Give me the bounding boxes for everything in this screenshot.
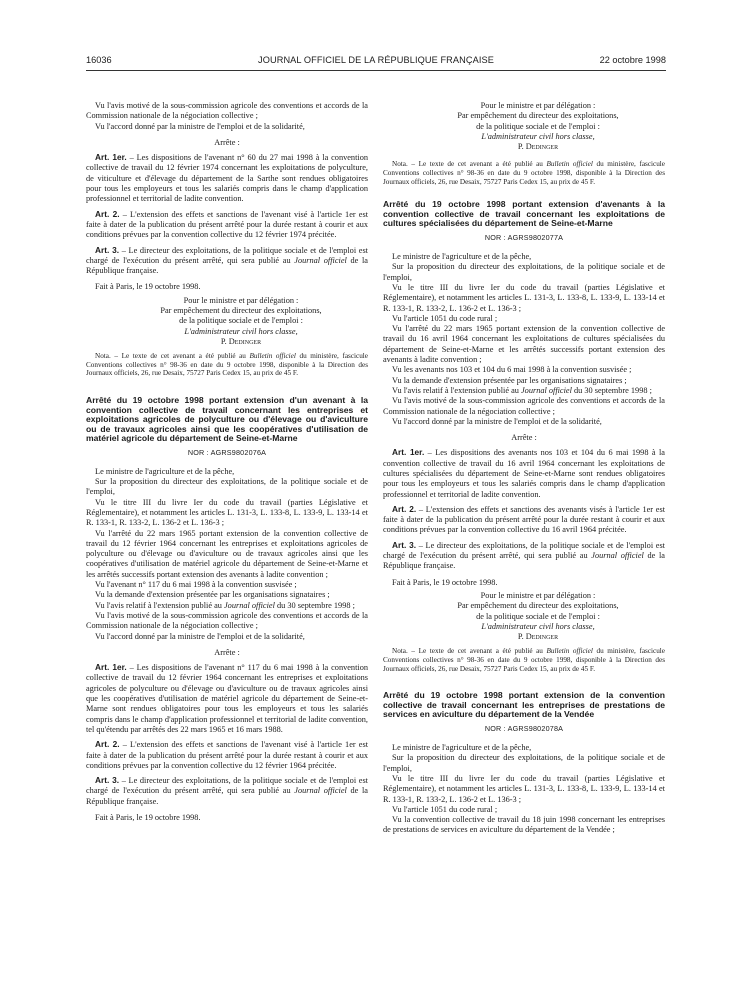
article-label: Art. 3. bbox=[392, 539, 417, 550]
note-text: Nota. – Le texte de cet avenant a été publié au bbox=[392, 160, 547, 169]
decree-title: Arrêté du 19 octobre 1998 portant extension d'avenants à la convention collective de travail concernant les exploitations de cultures spécialisées du département de Seine-et-Marne bbox=[383, 199, 665, 229]
paragraph: Vu le titre III du livre Ier du code du travail (parties Législative et Réglementaire), et notamment les articles L. 131-3, L. 133-8, L. 133-9, L. 133-14 et R. 133-1, R. 133-2, L. 136-2 et L. 136-3 ; bbox=[383, 773, 665, 804]
nota-note bbox=[86, 352, 368, 378]
article-text: de la République française. bbox=[383, 551, 665, 571]
paragraph: Vu l'accord donné par la ministre de l'emploi et de la solidarité, bbox=[392, 416, 602, 426]
decree-title: Arrêté du 19 octobre 1998 portant extension de la convention collective de travail concernant les entreprises de prestations de services en aviculture du département de la Vendée bbox=[383, 690, 665, 720]
signatory-name: P. Dedinger bbox=[220, 336, 262, 346]
paragraph: Le ministre de l'agriculture et de la pêche, bbox=[392, 252, 532, 262]
signature-line: de la politique sociale et de l'emploi : bbox=[476, 121, 600, 131]
article-3 bbox=[383, 540, 665, 572]
signature-line bbox=[86, 327, 368, 337]
nota-note bbox=[383, 647, 665, 673]
paragraph: Vu l'article 1051 du code rural ; bbox=[392, 313, 498, 323]
article-label: Art. 1er. bbox=[392, 447, 425, 458]
article-text: – L'extension des effets et sanctions de l'avenant visé à l'article 1er est faite à dater de la publication du présent arrêté pour la durée restant à courir et aux conditions prévues par la convention collective du 12 février 1964 précitée. bbox=[86, 740, 368, 770]
paragraph: Vu la demande d'extension présentée par les organisations signataires ; bbox=[95, 590, 330, 600]
paragraph: Sur la proposition du directeur des exploitations, de la politique sociale et de l'emploi, bbox=[86, 477, 368, 497]
right-column bbox=[383, 101, 665, 836]
arrete-heading: Arrête : bbox=[511, 433, 537, 443]
paragraph: Le ministre de l'agriculture et de la pêche, bbox=[95, 466, 235, 476]
nota-note bbox=[383, 160, 665, 186]
paragraph-text: Vu l'avis relatif à l'extension publié au bbox=[95, 600, 224, 610]
article-label: Art. 1er. bbox=[95, 152, 127, 163]
article-label: Art. 3. bbox=[95, 775, 120, 786]
note-text: Nota. – Le texte de cet avenant a été publié au bbox=[392, 647, 547, 656]
paragraph: Vu l'avis motivé de la sous-commission agricole des conventions et accords de la Commission nationale de la négociation collective ; bbox=[86, 610, 368, 631]
article-2 bbox=[383, 504, 665, 536]
left-column bbox=[86, 101, 368, 823]
paragraph: Vu l'accord donné par la ministre de l'emploi et de la solidarité, bbox=[95, 121, 305, 131]
article-3 bbox=[86, 775, 368, 807]
note-text: du ministère, fascicule Conventions collectives n° 98-36 en date du 9 octobre 1998, disponible à la Direction des Journaux officiels, 26, rue Desaix, 75727 Paris Cedex 15, au prix de 45 F. bbox=[86, 352, 368, 378]
paragraph: Vu l'article 1051 du code rural ; bbox=[392, 804, 498, 814]
article-text: – Le directeur des exploitations, de la politique sociale et de l'emploi est chargé de l'exécution du présent arrêté, qui sera publié au bbox=[86, 776, 368, 796]
paragraph: Sur la proposition du directeur des exploitations, de la politique sociale et de l'emploi, bbox=[383, 262, 665, 282]
signature-line: Pour le ministre et par délégation : bbox=[183, 295, 299, 305]
journal-reference: Journal officiel bbox=[520, 385, 572, 395]
article-2 bbox=[86, 739, 368, 771]
paragraph bbox=[383, 386, 665, 396]
article-label: Art. 1er. bbox=[95, 662, 127, 673]
journal-reference: Journal officiel bbox=[294, 255, 347, 265]
paragraph: Le ministre de l'agriculture et de la pêche, bbox=[392, 743, 532, 753]
article-2 bbox=[86, 209, 368, 241]
signature-line: Par empêchement du directeur des exploitations, bbox=[457, 601, 619, 611]
paragraph: Vu la demande d'extension présentée par les organisations signataires ; bbox=[392, 375, 627, 385]
fait-line: Fait à Paris, le 19 octobre 1998. bbox=[95, 282, 201, 292]
paragraph: Vu l'arrêté du 22 mars 1965 portant extension de la convention collective de travail du 12 février 1964 concernant les entreprises et exploitations agricoles de polyculture ou d'élevage ou d'aviculture ou de travaux agricoles ainsi que les coopératives d'utilisation de matériel agricole du département de Seine-et-Marne et les arrêtés successifs portant extension des avenants à ladite convention ; bbox=[86, 528, 368, 579]
paragraph: Vu l'avenant n° 117 du 6 mai 1998 à la convention susvisée ; bbox=[95, 580, 297, 590]
signatory-name: P. Dedinger bbox=[517, 142, 559, 152]
bulletin-reference: Bulletin officiel bbox=[546, 160, 593, 169]
article-label: Art. 2. bbox=[95, 739, 120, 750]
header-rule bbox=[86, 70, 666, 71]
signature-line: Pour le ministre et par délégation : bbox=[480, 590, 596, 600]
article-text: de la République française. bbox=[86, 786, 368, 806]
paragraph: Vu les avenants nos 103 et 104 du 6 mai 1998 à la convention susvisée ; bbox=[392, 365, 632, 375]
paragraph bbox=[86, 601, 368, 611]
paragraph: Vu l'accord donné par la ministre de l'emploi et de la solidarité, bbox=[95, 631, 305, 641]
running-header bbox=[86, 55, 666, 69]
journal-title: JOURNAL OFFICIEL DE LA RÉPUBLIQUE FRANÇAISE bbox=[258, 55, 494, 65]
article-text: – Les dispositions de l'avenant n° 60 du 27 mai 1998 à la convention collective de travail du 12 février 1974 concernant les exploitations de polyculture, de viticulture et d'élevage du département de la Sarthe sont rendues obligatoires pour tous les employeurs et tous les salariés compris dans le champ d'application professionnel et territorial de ladite convention. bbox=[86, 153, 368, 204]
article-text: – Le directeur des exploitations, de la politique sociale et de l'emploi est chargé de l'exécution du présent arrêté, qui sera publié au bbox=[86, 245, 368, 265]
article-1 bbox=[86, 662, 368, 735]
signatory-title: L'administrateur civil hors classe, bbox=[481, 131, 595, 141]
bulletin-reference: Bulletin officiel bbox=[546, 647, 593, 656]
fait-line: Fait à Paris, le 19 octobre 1998. bbox=[95, 813, 201, 823]
paragraph-text: du 30 septembre 1998 ; bbox=[571, 385, 652, 395]
note-text: Nota. – Le texte de cet avenant a été publié au bbox=[95, 352, 250, 361]
article-label: Art. 3. bbox=[95, 244, 120, 255]
journal-reference: Journal officiel bbox=[223, 600, 275, 610]
paragraph: Vu le titre III du livre Ier du code du travail (parties Législative et Réglementaire), et notamment les articles L. 131-3, L. 133-8, L. 133-9, L. 133-14 et R. 133-1, R. 133-2, L. 136-2 et L. 136-3 ; bbox=[86, 497, 368, 528]
signature-line bbox=[383, 622, 665, 632]
paragraph: Vu l'avis motivé de la sous-commission agricole des conventions et accords de la Commission nationale de la négociation collective ; bbox=[86, 101, 368, 121]
journal-reference: Journal officiel bbox=[294, 786, 347, 796]
journal-reference: Journal officiel bbox=[591, 551, 644, 561]
decree-title: Arrêté du 19 octobre 1998 portant extension d'un avenant à la convention collective de travail concernant les entreprises et exploitations agricoles de polyculture ou d'élevage ou d'aviculture ou de travaux agricoles ainsi que les coopératives d'utilisation de matériel agricole du département de Seine-et-Marne bbox=[86, 395, 368, 444]
signatory-name: P. Dedinger bbox=[517, 632, 559, 642]
article-text: – L'extension des effets et sanctions des avenants visés à l'article 1er est faite à dater de la publication du présent arrêté pour la durée restant à courir et aux conditions prévues par la convention collective du 16 avril 1964 précitée. bbox=[383, 504, 666, 535]
signatory-title: L'administrateur civil hors classe, bbox=[481, 621, 595, 631]
article-label: Art. 2. bbox=[392, 503, 417, 514]
paragraph-text: du 30 septembre 1998 ; bbox=[274, 600, 355, 610]
issue-date: 22 octobre 1998 bbox=[599, 55, 666, 65]
article-text: – L'extension des effets et sanctions de l'avenant visé à l'article 1er est faite à dater de la publication du présent arrêté pour la durée restant à courir et aux conditions prévues par la convention collective du 12 février 1974 précitée. bbox=[86, 209, 368, 240]
paragraph: Vu l'arrêté du 22 mars 1965 portant extension de la convention collective de travail du 16 avril 1964 concernant les exploitations de cultures spécialisées du département de Seine-et-Marne et les arrêtés successifs portant extension des avenants à ladite convention ; bbox=[383, 324, 665, 365]
signature-line: de la politique sociale et de l'emploi : bbox=[179, 316, 303, 326]
article-text: – Les dispositions de l'avenant n° 117 du 6 mai 1998 à la convention collective de travail du 12 février 1964 concernant les entreprises et exploitations agricoles de polyculture ou d'élevage ou d'aviculture ou de travaux agricoles ainsi que les coopératives d'utilisation de matériel agricole du département de Seine-et-Marne sont rendues obligatoires pour tous les employeurs et tous les salariés compris dans le champ d'application professionnel et territorial de ladite convention, tel qu'étendu par arrêtés des 22 mars 1965 et 16 mars 1988. bbox=[86, 663, 368, 734]
paragraph: Vu le titre III du livre Ier du code du travail (parties Législative et Réglementaire), et notamment les articles L. 131-3, L. 133-8, L. 133-9, L. 133-14 et R. 133-1, R. 133-2, L. 136-2 et L. 136-3 ; bbox=[383, 282, 665, 313]
page-number: 16036 bbox=[86, 55, 112, 65]
signatory-title: L'administrateur civil hors classe, bbox=[184, 326, 298, 336]
paragraph: Vu la convention collective de travail du 18 juin 1998 concernant les entreprises de prestations de services en aviculture du département de la Vendée ; bbox=[383, 815, 665, 835]
paragraph: Vu l'avis motivé de la sous-commission agricole des conventions et accords de la Commission nationale de la négociation collective ; bbox=[383, 396, 665, 416]
signature-line: de la politique sociale et de l'emploi : bbox=[476, 611, 600, 621]
nor-reference: NOR : AGRS9802078A bbox=[484, 723, 564, 733]
article-text: – Les dispositions des avenants nos 103 et 104 du 6 mai 1998 à la convention collective de travail du 16 avril 1964 concernant les exploitations de cultures spécialisées du département de Seine-et-Marne sont rendues obligatoires pour tous les employeurs et tous les salariés compris dans le champ d'application professionnel et territorial de ladite convention. bbox=[383, 448, 665, 499]
signature-line: Par empêchement du directeur des exploitations, bbox=[457, 111, 619, 121]
nor-reference: NOR : AGRS9802077A bbox=[484, 232, 564, 242]
article-1 bbox=[383, 447, 665, 499]
note-text: du ministère, fascicule Conventions collectives n° 98-36 en date du 9 octobre 1998, disponible à la Direction des Journaux officiels, 26, rue Desaix, 75727 Paris Cedex 15, au prix de 45 F. bbox=[383, 647, 665, 673]
signature-line bbox=[383, 132, 665, 142]
paragraph: Sur la proposition du directeur des exploitations, de la politique sociale et de l'emploi, bbox=[383, 753, 665, 773]
signature-line: Par empêchement du directeur des exploitations, bbox=[160, 306, 322, 316]
article-label: Art. 2. bbox=[95, 208, 120, 219]
nor-reference: NOR : AGRS9802076A bbox=[187, 447, 267, 457]
bulletin-reference: Bulletin officiel bbox=[249, 352, 296, 361]
arrete-heading: Arrête : bbox=[214, 137, 240, 147]
paragraph-text: Vu l'avis relatif à l'extension publié au bbox=[392, 385, 521, 395]
note-text: du ministère, fascicule Conventions collectives n° 98-36 en date du 9 octobre 1998, disponible à la Direction des Journaux officiels, 26, rue Desaix, 75727 Paris Cedex 15, au prix de 45 F. bbox=[383, 160, 665, 186]
article-text: – Le directeur des exploitations, de la politique sociale et de l'emploi est chargé de l'exécution du présent arrêté, qui sera publié au bbox=[383, 540, 665, 561]
arrete-heading: Arrête : bbox=[214, 647, 240, 657]
fait-line: Fait à Paris, le 19 octobre 1998. bbox=[392, 577, 498, 587]
article-1 bbox=[86, 152, 368, 204]
article-3 bbox=[86, 245, 368, 277]
signature-line: Pour le ministre et par délégation : bbox=[480, 101, 596, 110]
article-text: de la République française. bbox=[86, 255, 368, 276]
